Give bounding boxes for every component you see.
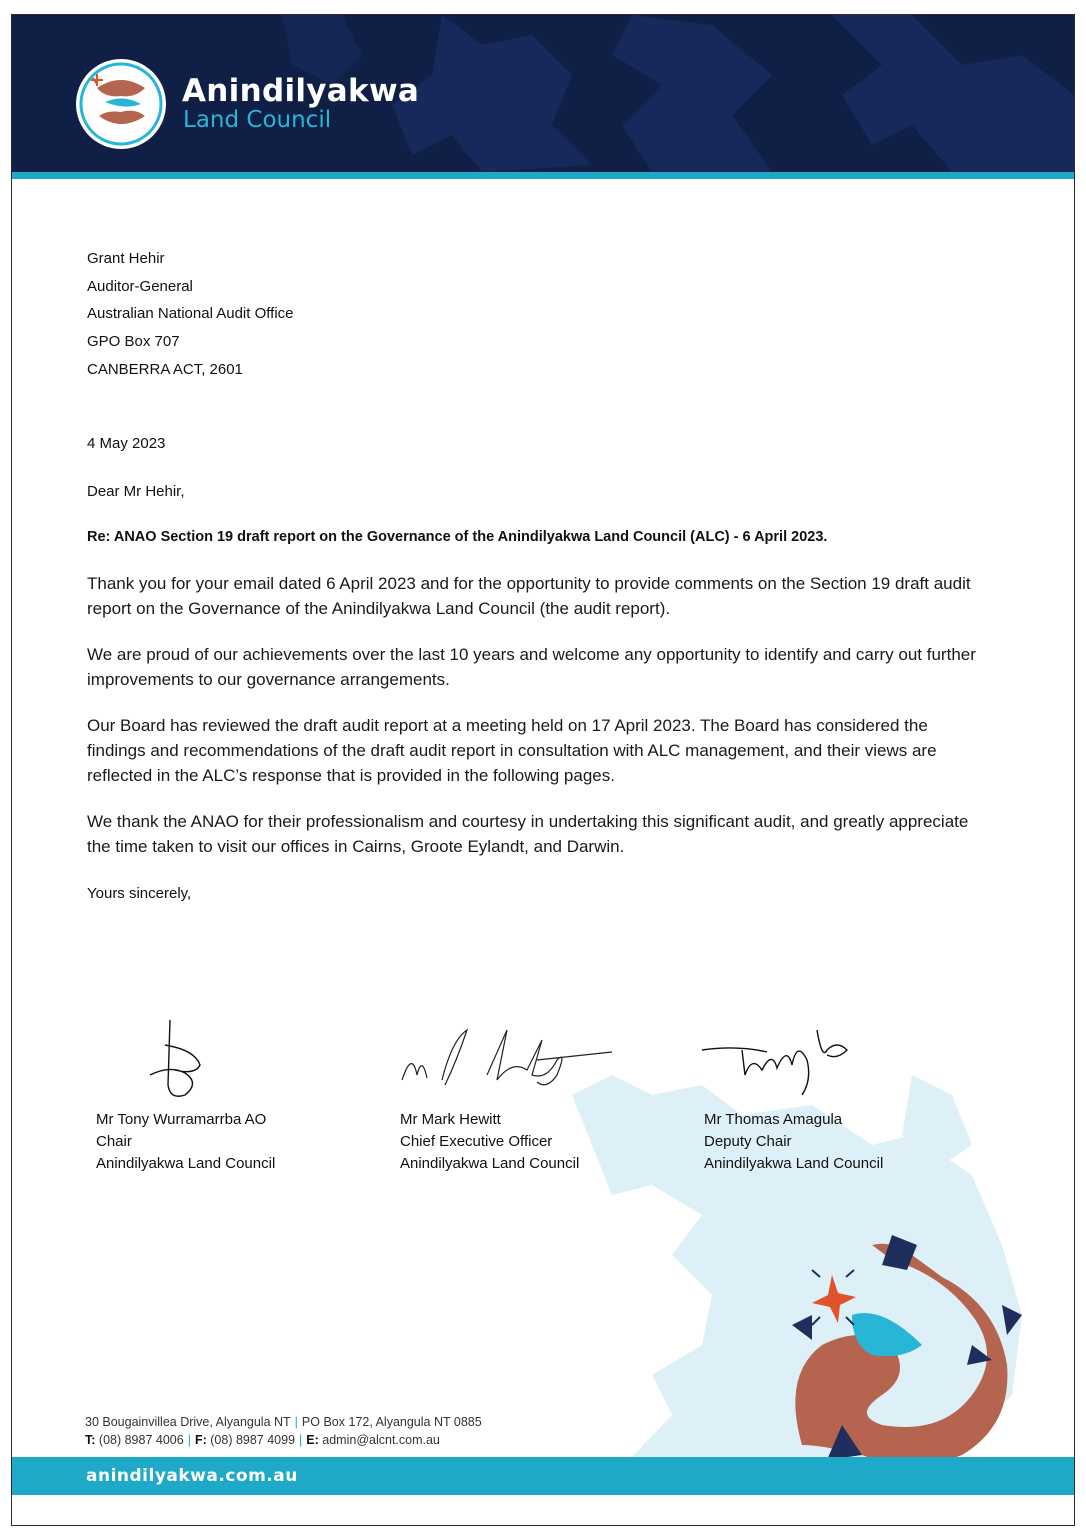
signatory-block [96, 1109, 275, 1175]
body-paragraph: Our Board has reviewed the draft audit report at a meeting held on 17 April 2023. The Board has considered the findings and recommendations of the draft audit report in consultation with ALC management, and their views are reflected in the ALC’s response that is provided in the following pages. [87, 716, 937, 785]
footer-separator: | [187, 1433, 191, 1447]
signatory-name: Mr Tony Wurramarrba AO [96, 1111, 267, 1128]
body-paragraph: Thank you for your email dated 6 April 2023 and for the opportunity to provide comments on the Section 19 draft audit report on the Governance of the Anindilyakwa Land Council (the audit report). [87, 574, 971, 618]
recipient-title: Auditor-General [87, 277, 193, 295]
signatory-org: Anindilyakwa Land Council [96, 1155, 276, 1172]
footer-email[interactable]: admin@alcnt.com.au [322, 1433, 440, 1447]
footer-website-link[interactable]: anindilyakwa.com.au [86, 1466, 298, 1486]
email-label: E: [306, 1433, 319, 1447]
salutation: Dear Mr Hehir, [87, 483, 185, 500]
fax-label: F: [194, 1433, 207, 1447]
signatory-name: Mr Mark Hewitt [400, 1111, 501, 1128]
recipient-city: CANBERRA ACT, 2601 [87, 360, 243, 378]
phone-label: T: [85, 1433, 96, 1447]
org-subname: Land Council [183, 107, 332, 133]
signatory-org: Anindilyakwa Land Council [400, 1155, 580, 1172]
signatory-block [704, 1109, 883, 1175]
recipient-name: Grant Hehir [87, 250, 165, 267]
footer-address: 30 Bougainvillea Drive, Alyangula NT [85, 1415, 291, 1429]
recipient-address [87, 245, 294, 384]
body-paragraph: We are proud of our achievements over the last 10 years and welcome any opportunity to identify and carry out further improvements to our governance arrangements. [87, 645, 976, 689]
recipient-organisation: Australian National Audit Office [87, 305, 294, 323]
recipient-po-box: GPO Box 707 [87, 333, 180, 351]
footer-contact [85, 1413, 482, 1449]
signature-deputy-chair [697, 1020, 867, 1100]
signatory-block [400, 1109, 579, 1175]
signature-ceo [397, 1020, 627, 1095]
subject-line: Re: ANAO Section 19 draft report on the Governance of the Anindilyakwa Land Council (ALC) - 6 April 2023. [87, 529, 828, 545]
letter-date: 4 May 2023 [87, 435, 166, 452]
footer-separator: | [299, 1433, 303, 1447]
signatory-role: Chief Executive Officer [400, 1133, 553, 1150]
footer-fax: (08) 8987 4099 [210, 1433, 296, 1447]
footer-phone: (08) 8987 4006 [98, 1433, 184, 1447]
signatory-role: Chair [96, 1133, 132, 1150]
signature-chair [140, 1015, 230, 1110]
org-name: Anindilyakwa [182, 73, 420, 109]
footer-po-box: PO Box 172, Alyangula NT 0885 [301, 1415, 482, 1429]
signatory-org: Anindilyakwa Land Council [704, 1155, 884, 1172]
letter-page [11, 14, 1075, 1526]
signatory-role: Deputy Chair [704, 1133, 792, 1150]
footer-separator: | [294, 1415, 298, 1429]
signatory-name: Mr Thomas Amagula [704, 1111, 843, 1128]
body-paragraph: We thank the ANAO for their professionalism and courtesy in undertaking this significant audit, and greatly appreciate the time taken to visit our offices in Cairns, Groote Eylandt, and Darwin. [87, 812, 969, 856]
closing: Yours sincerely, [87, 885, 192, 902]
